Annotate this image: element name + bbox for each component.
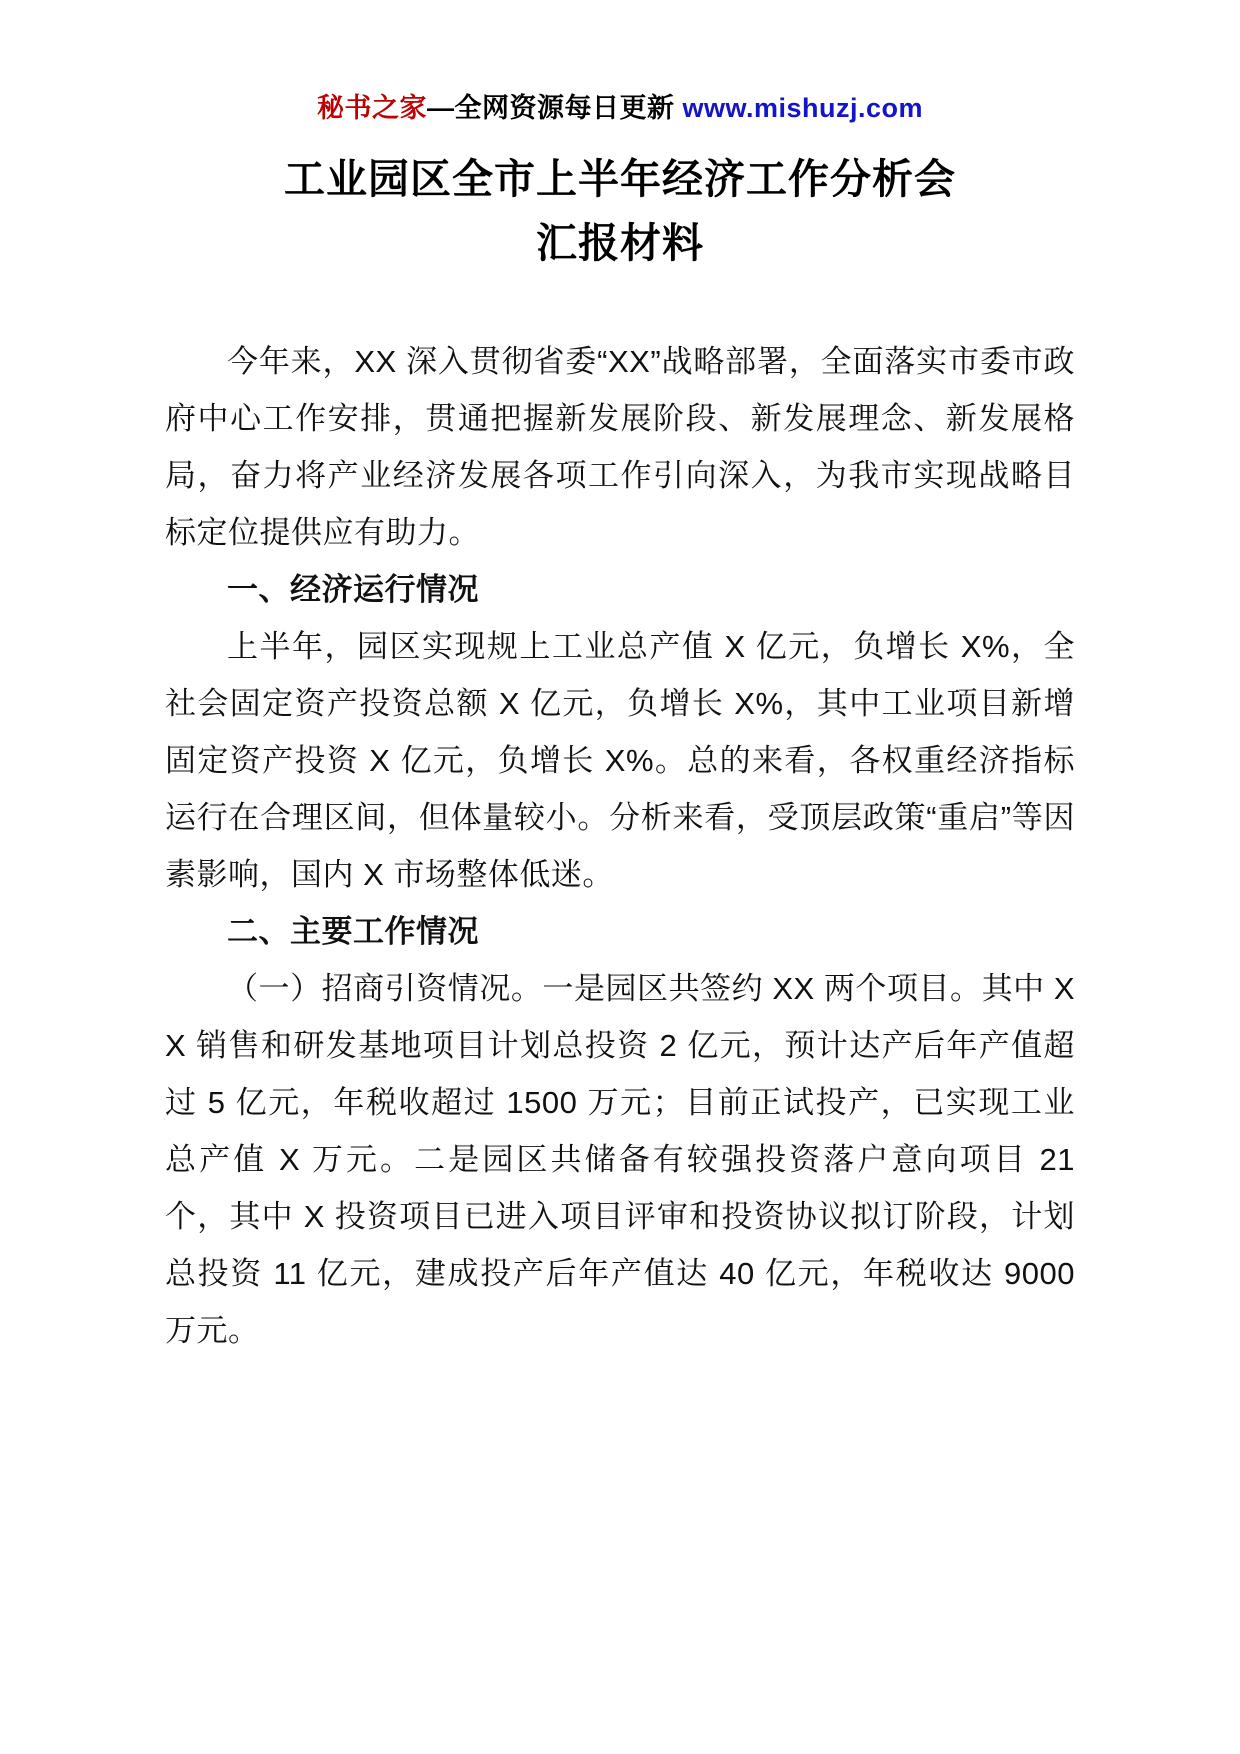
document-body (165, 333, 1075, 1359)
site-header (165, 86, 1075, 125)
section-heading-1: 一、经济运行情况 (227, 572, 479, 607)
paragraph-intro: 今年来，XX 深入贯彻省委“XX”战略部署，全面落实市委市政府中心工作安排，贯通把握新发展阶段、新发展理念、新发展格局，奋力将产业经济发展各项工作引向深入，为我市实现战略目标定位提供应有助力。 (165, 344, 1075, 550)
header-tagline: —全网资源每日更新 (426, 93, 683, 123)
document-title-line2: 汇报材料 (536, 220, 704, 266)
section-heading-2: 二、主要工作情况 (227, 914, 479, 949)
site-brand: 秘书之家 (316, 93, 427, 123)
site-url-link[interactable]: www.mishuzj.com (682, 93, 924, 123)
paragraph-economy: 上半年，园区实现规上工业总产值 X 亿元，负增长 X%，全社会固定资产投资总额 X 亿元，负增长 X%，其中工业项目新增固定资产投资 X 亿元，负增长 X%。总的来看，各权重经济指标运行在合理区间，但体量较小。分析来看，受顶层政策“重启”等因素影响，国内 X 市场整体低迷。 (165, 629, 1075, 892)
document-title (165, 147, 1075, 275)
document-title-line1: 工业园区全市上半年经济工作分析会 (284, 156, 956, 202)
paragraph-investment: （一）招商引资情况。一是园区共签约 XX 两个项目。其中 XX 销售和研发基地项目计划总投资 2 亿元，预计达产后年产值超过 5 亿元，年税收超过 1500 万元；目前正试投产，已实现工业总产值 X 万元。二是园区共储备有较强投资落户意向项目 21 个，其中 X 投资项目已进入项目评审和投资协议拟订阶段，计划总投资 11 亿元，建成投产后年产值达 40 亿元，年税收达 9000 万元。 (165, 971, 1075, 1348)
